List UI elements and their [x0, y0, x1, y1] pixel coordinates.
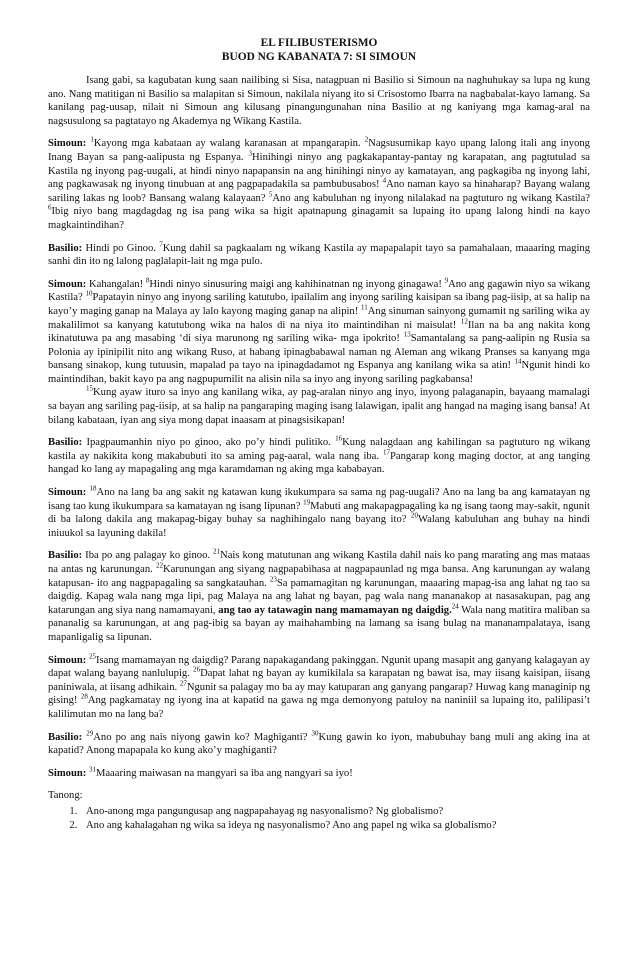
speaker-name: Basilio:	[48, 437, 83, 449]
sentence-text: Nagsusumikap kayo upang lalong itali ang inyong Inang Bayan sa pang-aalipusta ng Espanya.	[48, 138, 590, 163]
sentence-text: Ngunit hindi ko maintindihan, bakit kayo pa ang nagpupumilit na alisin nila sa inyo ang inyong sariling pagkabansa!	[48, 360, 590, 385]
sentence-text: Kahangalan!	[89, 278, 146, 290]
sentence-number: 14	[514, 357, 522, 366]
sentence-text: Hinihingi ninyo ang pagkakapantay-pantay ng karapatan, ang pagtutulad sa Kastila ng inyong pag-uugali, at hindi ninyo napapansin na ang hinihingi ninyo ay kamatayan, ang pagkagiba ng inyong lahi, ang pagkawasak ng inyong tinubuan at ang pagpapadakila sa pambubusabos!	[48, 151, 590, 191]
speaker-name: Simoun:	[48, 487, 87, 499]
sentence-number: 15	[86, 384, 93, 393]
sentence-number: 11	[361, 303, 368, 312]
sentence-text: Kung nalagdaan ang kahilingan sa pagtuturo ng wikang kastila ay nakikita kong makabubuti ito sa aming pag-aaral, wala nang iba.	[48, 437, 590, 462]
dialogue-paragraph	[48, 242, 590, 269]
sentence-number: 18	[89, 484, 97, 493]
sentence-number: 20	[411, 511, 419, 520]
sentence-text: Ngunit sa palagay mo ba ay may katuparan ang ganyang pangarap? Huwag kang managinip ng gising!	[48, 681, 590, 707]
sentence-number: 25	[89, 652, 97, 661]
dialogue-paragraph	[48, 767, 590, 781]
sentence-text: Isang mamamayan ng daigdig? Parang napakagandang pakinggan. Ngunit upang masapit ang ganyang kalagayan ay dapat walang bayang nanlulupig.	[48, 654, 590, 680]
dialogue-paragraph	[48, 549, 590, 644]
document-title: EL FILIBUSTERISMO	[260, 37, 378, 49]
questions-list	[48, 805, 590, 832]
sentence-text: Pangarap kong maging doctor, at ang tanging hangad ko lang ay mapagaling ang mga karamdaman ng aking mga kababayan.	[48, 450, 590, 476]
document-subtitle: BUOD NG KABANATA 7: SI SIMOUN	[221, 51, 417, 63]
sentence-text: Hindi po Ginoo.	[85, 242, 160, 254]
sentence-number: 7	[159, 240, 163, 248]
sentence-number: 19	[303, 498, 311, 507]
sentence-number: 1	[90, 135, 94, 144]
sentence-number: 17	[382, 448, 390, 457]
speaker-name: Simoun:	[48, 767, 87, 779]
sentence-number: 9	[444, 276, 449, 285]
speaker-name: Simoun:	[48, 654, 87, 666]
sentence-text: Ano ang kabuluhan ng inyong nilalakad na pagtuturo ng wikang Kastila?	[272, 192, 590, 204]
sentence-number: 16	[335, 434, 343, 443]
sentence-text: Ibig niyo bang magdagdag ng isa pang wika sa higit apatnapung ginagamit sa lupaing ito upang lalong hindi na kayo magkaintindihan?	[48, 206, 590, 231]
sentence-text: Hindi ninyo sinusuring maigi ang kahihinatnan ng inyong ginagawa!	[149, 278, 445, 290]
question-item: 2. Ano ang kahalagahan ng wika sa ideya ng nasyonalismo? Ano ang papel ng wika sa globalismo?	[80, 819, 590, 833]
sentence-number: 3	[248, 149, 252, 158]
sentence-number: 8	[145, 276, 150, 285]
sentence-number: 28	[80, 692, 88, 701]
speaker-name: Basilio:	[48, 731, 83, 743]
sentence-number: 31	[88, 765, 96, 774]
intro-paragraph: Isang gabi, sa kagubatan kung saan nailibing si Sisa, natagpuan ni Basilio si Simoun na naghuhukay sa lupa ng kung ano. Nang matitigan ni Basilio sa malapitan si Simoun, nakilala niyang ito si Crisostomo Ibarra na nagbabalat-kayo lamang. Sa kanilang pag-uusap, nilait ni Simoun ang kilusang pinangungunahan nina Basilio at ng kaniyang mga kamag-aral na nagsusulong sa pagtatayo ng Akademya ng Wikang Kastila.	[48, 75, 590, 127]
sentence-text: Dapat lahat ng bayan ay kumikilala sa karapatan ng bawat isa, may iisang kaisipan, iisang paniniwala, at iisang adhikain.	[48, 668, 590, 693]
dialogue-paragraph	[48, 486, 590, 540]
sentence-text: Mabuti ang makapagpagaling ka ng isang taong may-sakit, ngunit di ba lalong dakila ang makapag-bigay buhay sa naghihingalo nang bayang ito?	[48, 500, 590, 526]
sentence-text: Ano ang gagawin niyo sa wikang Kastila?	[48, 278, 590, 304]
speaker-name: Basilio:	[48, 550, 83, 562]
sentence-text: Ano po ang nais niyong gawin ko? Maghiganti?	[93, 731, 312, 743]
sentence-text: Papatayin ninyo ang inyong sariling katutubo, ipailalim ang inyong sariling kaisipan sa ibang pag-iisip, at sa halip na kayo’y maging ganap na Malaya ay lalo kayong maging ganap na alipin!	[48, 292, 590, 317]
sentence-text: Samantalang sa pang-aalipin ng Rusia sa Polonia ay ipinipilit nito ang wikang Ruso, at habang ipinagbabawal naman ng Aleman ang wikang Pranses sa kanyang mga bansang sinakop, kung tutuusin, mapalad pa tayo na ipinagdadamot ng Espanya ang kanilang wika sa atin!	[48, 333, 590, 372]
sentence-text: Kung gawin ko iyon, mabubuhay bang muli ang aking ina at kapatid? Anong mapapala ko kung ako’y maghiganti?	[48, 731, 590, 757]
questions-label: Tanong:	[48, 790, 83, 802]
dialogue-paragraph	[48, 436, 590, 477]
sentence-number: 29	[86, 729, 94, 737]
sentence-number: 21	[213, 547, 221, 556]
sentence-number: 24	[451, 602, 459, 611]
sentence-text: Wala nang matitira maliban sa pananalig sa karunungan, at ang pag-ibig sa bayan ay maihahambing na lamang sa isang bulag na mananampalataya, isang mapanligalig sa lipunan.	[48, 604, 590, 643]
sentence-text: Ang sinuman sainyong gumamit ng sariling wika ay makalilimot sa kanyang katutubong wika na halos di na niya ito maintindihan ni maisulat!	[48, 305, 591, 331]
questions-section	[48, 789, 590, 832]
dialogue-paragraph	[48, 731, 590, 758]
sentence-number: 4	[382, 176, 387, 185]
sentence-text: Ano naman kayo sa hinaharap? Bayang walang sariling lakas ng loob? Bansang walang kalayaan?	[48, 179, 590, 204]
sentence-number: 12	[460, 316, 468, 325]
speaker-name: Simoun:	[48, 278, 87, 290]
sentence-text: Ang pagkamatay ng iyong ina at kapatid na gawa ng mga demonyong patuloy na naniniil sa lupaing ito, palilipasi’t kalilimutan mo na lang ba?	[48, 695, 591, 720]
sentence-text: Maaaring maiwasan na mangyari sa iba ang nangyari sa iyo!	[95, 767, 353, 779]
speaker-name: Basilio:	[48, 242, 83, 254]
dialogue-paragraph	[48, 278, 590, 428]
sentence-text: Iba po ang palagay ko ginoo.	[85, 550, 214, 562]
sentence-number: 6	[48, 203, 52, 212]
dialogue-continuation	[48, 386, 590, 427]
sentence-text: Ano na lang ba ang sakit ng katawan kung ikukumpara sa sama ng pag-uugali? Ano na lang ba ang kamatayan ng isang tao kung ikukumpara sa kamatayan ng isang lipunan?	[48, 487, 590, 512]
sentence-text: Ipagpaumanhin niyo po ginoo, ako po’y hindi pulitiko.	[86, 437, 336, 449]
sentence-text: Sa pamamagitan ng karunungan, maaaring mapag-isa ang lahat ng tao sa daigdig. Kapag wala nang mga lipi, pag Malaya na ang lahat ng bayan, pag wala nang mananakop at nasasakupan, pag ang katarungan ang siya nang namamayani,	[48, 577, 590, 616]
sentence-text: Kung dahil sa pagkaalam ng wikang Kastila ay mapapalapit tayo sa pamahalaan, maaaring maging sanhi din ito ng lalong paglalapit-lait ng mga pulo.	[48, 242, 590, 268]
sentence-number: 2	[364, 135, 369, 144]
sentence-number: 22	[156, 561, 164, 570]
sentence-text: Nais kong matutunan ang wikang Kastila dahil nais ko pang marating ang mas mataas na antas ng karunungan.	[48, 550, 591, 575]
sentence-number: 30	[311, 729, 319, 737]
dialogue-section	[48, 137, 590, 780]
sentence-number: 10	[85, 289, 93, 298]
speaker-name: Simoun:	[48, 138, 87, 150]
sentence-number: 26	[193, 665, 201, 674]
sentence-text: Ilan na ba ang nakita kong ikinatutuwa pa ang masabing ‘di siya marunong ng sariling wika- mga ipokrito!	[48, 319, 590, 345]
question-item: 1. Ano-anong mga pangungusap ang nagpapahayag ng nasyonalismo? Ng globalismo?	[80, 805, 590, 819]
dialogue-paragraph	[48, 137, 590, 232]
dialogue-paragraph	[48, 654, 590, 722]
emphasized-sentence: ang tao ay tatawagin nang mamamayan ng daigdig.	[218, 604, 452, 616]
sentence-text: Kayong mga kabataan ay walang karanasan at mpangarapin.	[93, 138, 365, 150]
sentence-number: 23	[269, 575, 277, 584]
sentence-text: Kung ayaw ituro sa inyo ang kanilang wika, ay pag-aralan ninyo ang inyo, inyong palaganapin, bayaang mamalagi sa bayan ang sariling pag-iisip, at sa halip na pangaraping maging isang lalawigan, ipalit ang hangad na maging isang bansa! At bilang kabataan, iyan ang siya mong dapat inaasam at pinagsisikapan!	[48, 387, 590, 426]
sentence-number: 13	[403, 330, 411, 339]
sentence-text: Karunungan ang siyang nagpapabihasa at nagpapaunlad ng mga bansa. Ang karunungan ay walang katapusan- ito ang nagpapagaling sa sangkatauhan.	[48, 564, 590, 589]
sentence-text: Walang kabuluhan ang buhay na hindi iniuukol sa layuning dakila!	[48, 514, 590, 539]
sentence-number: 5	[268, 190, 273, 199]
sentence-number: 27	[179, 679, 187, 688]
